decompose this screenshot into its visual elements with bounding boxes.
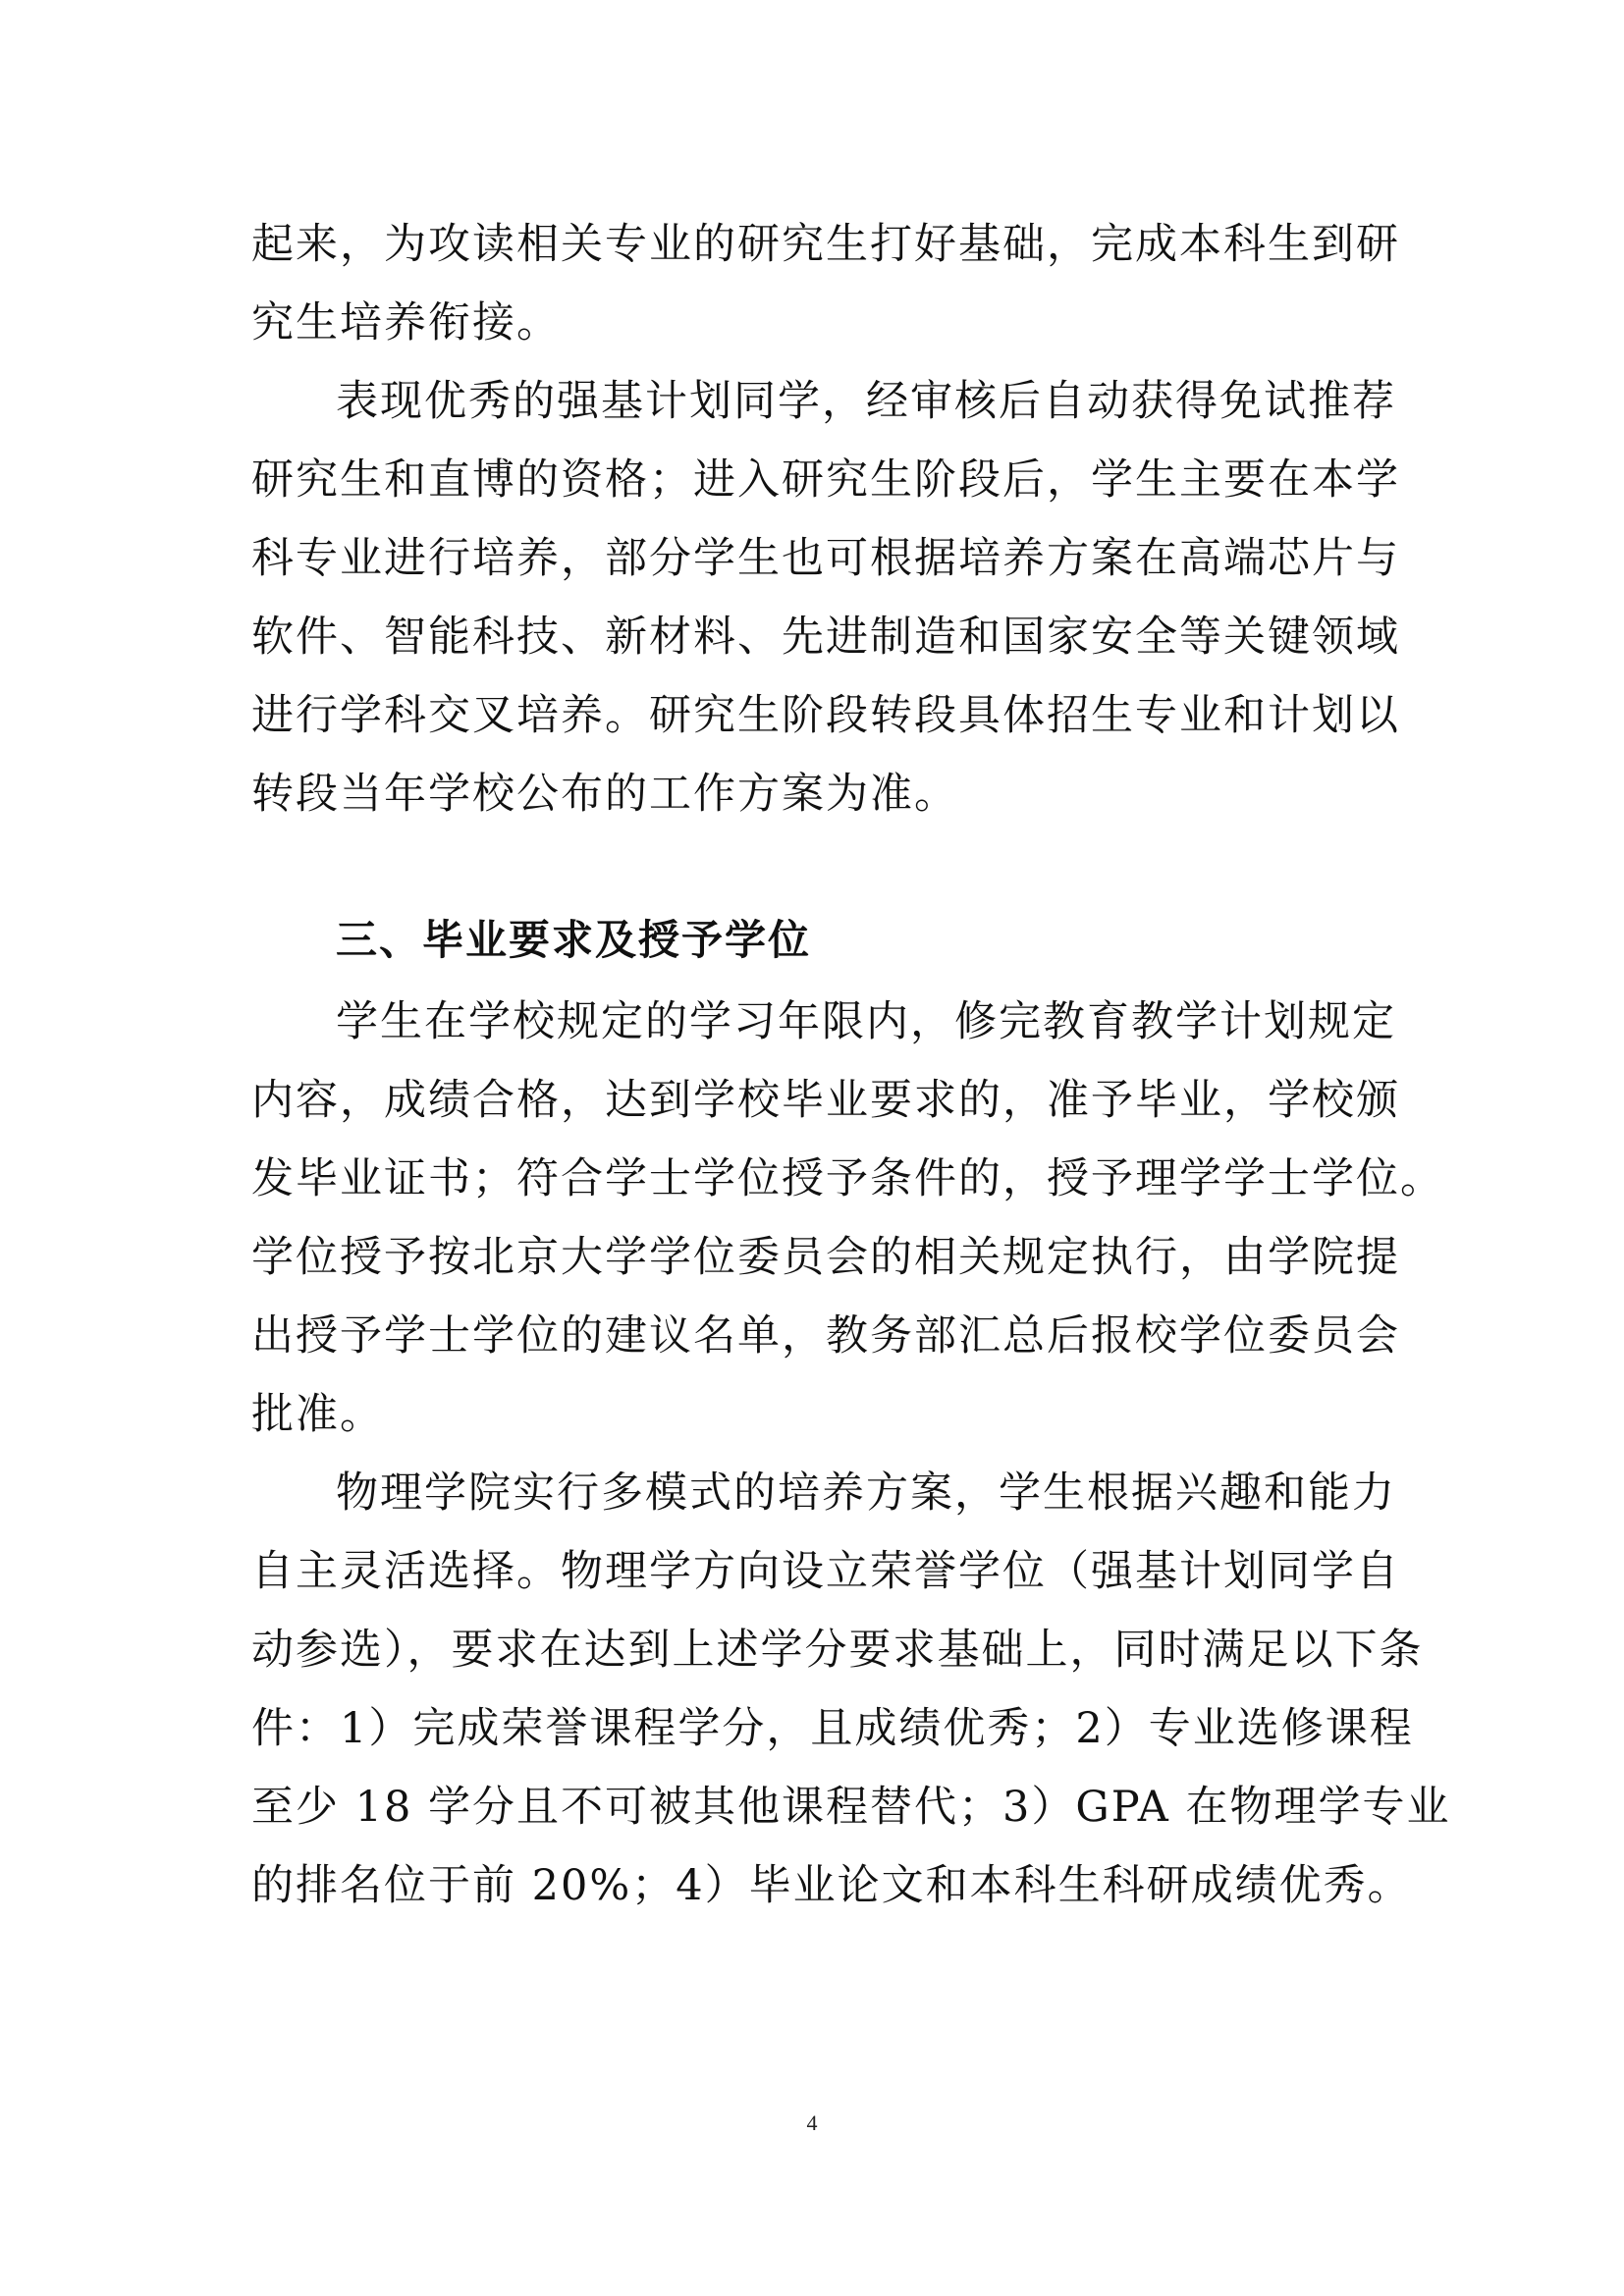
paragraph-line: 至少 18 学分且不可被其他课程替代；3）GPA 在物理学专业 [251, 1783, 1451, 1832]
paragraph-line: 动参选），要求在达到上述学分要求基础上，同时满足以下条 [251, 1626, 1424, 1675]
page-number: 4 [806, 2110, 818, 2135]
paragraph-line: 科专业进行培养，部分学生也可根据培养方案在高端芯片与 [251, 534, 1400, 583]
section-heading: 三、毕业要求及授予学位 [336, 916, 812, 964]
paragraph-line: 出授予学士学位的建议名单，教务部汇总后报校学位委员会 [251, 1311, 1400, 1361]
paragraph-line: 内容，成绩合格，达到学校毕业要求的，准予毕业，学校颁 [251, 1076, 1400, 1125]
paragraph-line: 发毕业证书；符合学士学位授予条件的，授予理学学士学位。 [251, 1154, 1444, 1203]
paragraph-line: 学生在学校规定的学习年限内，修完教育教学计划规定 [336, 997, 1396, 1046]
paragraph-line: 学位授予按北京大学学位委员会的相关规定执行，由学院提 [251, 1233, 1400, 1282]
paragraph-line: 的排名位于前 20%；4）毕业论文和本科生科研成绩优秀。 [251, 1861, 1412, 1910]
paragraph-line: 自主灵活选择。物理学方向设立荣誉学位（强基计划同学自 [251, 1547, 1400, 1596]
paragraph-line: 研究生和直博的资格；进入研究生阶段后，学生主要在本学 [251, 455, 1400, 505]
paragraph-line: 件：1）完成荣誉课程学分，且成绩优秀；2）专业选修课程 [251, 1704, 1414, 1753]
paragraph-line: 进行学科交叉培养。研究生阶段转段具体招生专业和计划以 [251, 691, 1400, 740]
paragraph-line: 起来，为攻读相关专业的研究生打好基础，完成本科生到研 [251, 220, 1400, 269]
paragraph-line: 物理学院实行多模式的培养方案，学生根据兴趣和能力 [336, 1468, 1396, 1518]
paragraph-line: 表现优秀的强基计划同学，经审核后自动获得免试推荐 [336, 377, 1396, 426]
paragraph-line: 批准。 [251, 1390, 384, 1439]
paragraph-line: 究生培养衔接。 [251, 298, 561, 347]
paragraph-line: 转段当年学校公布的工作方案为准。 [251, 770, 958, 819]
paragraph-line: 软件、智能科技、新材料、先进制造和国家安全等关键领域 [251, 613, 1400, 662]
